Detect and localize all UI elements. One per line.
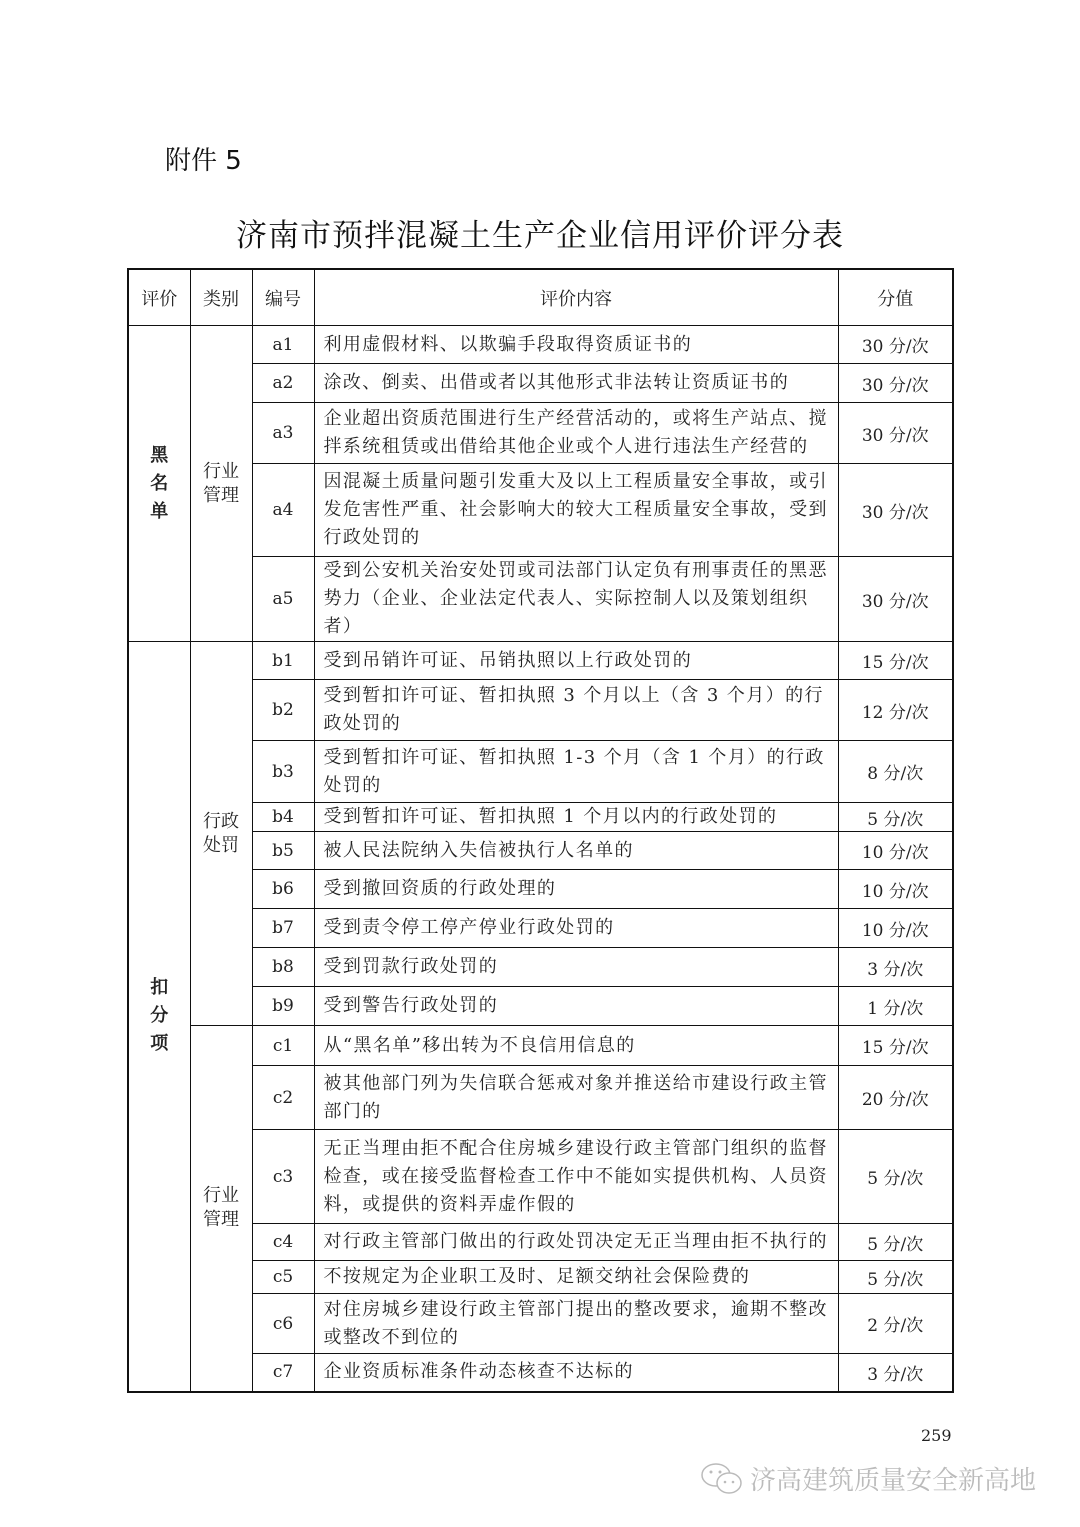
score-cell: 1 分/次 <box>838 987 953 1026</box>
header-category: 类别 <box>190 269 252 326</box>
table-row <box>128 1224 953 1261</box>
content-cell: 企业超出资质范围进行生产经营活动的，或将生产站点、搅拌系统租赁或出借给其他企业或个人进行违法生产经营的 <box>314 403 838 464</box>
content-cell: 从“黑名单”移出转为不良信用信息的 <box>314 1026 838 1066</box>
score-cell: 5 分/次 <box>838 1261 953 1294</box>
code-cell: c4 <box>252 1224 314 1261</box>
code-cell: a5 <box>252 557 314 642</box>
category-cell: 行业 管理 <box>190 1026 252 1392</box>
code-cell: b1 <box>252 642 314 680</box>
code-cell: a3 <box>252 403 314 464</box>
table-row <box>128 987 953 1026</box>
table-row <box>128 1294 953 1354</box>
table-row <box>128 1130 953 1224</box>
code-cell: b9 <box>252 987 314 1026</box>
score-cell: 30 分/次 <box>838 557 953 642</box>
content-cell: 企业资质标准条件动态核查不达标的 <box>314 1354 838 1392</box>
table-header-row <box>128 269 953 326</box>
score-cell: 5 分/次 <box>838 1224 953 1261</box>
content-cell: 无正当理由拒不配合住房城乡建设行政主管部门组织的监督检查，或在接受监督检查工作中不能如实提供机构、人员资料，或提供的资料弄虚作假的 <box>314 1130 838 1224</box>
header-eval: 评价 <box>128 269 190 326</box>
header-code: 编号 <box>252 269 314 326</box>
score-cell: 3 分/次 <box>838 1354 953 1392</box>
code-cell: b4 <box>252 803 314 832</box>
score-cell: 20 分/次 <box>838 1066 953 1130</box>
content-cell: 受到暂扣许可证、暂扣执照 1-3 个月（含 1 个月）的行政处罚的 <box>314 741 838 803</box>
table-row <box>128 741 953 803</box>
score-cell: 12 分/次 <box>838 680 953 741</box>
code-cell: c3 <box>252 1130 314 1224</box>
document-title: 济南市预拌混凝土生产企业信用评价评分表 <box>236 218 844 254</box>
watermark-text: 济高建筑质量安全新高地 <box>750 1466 1037 1496</box>
watermark <box>700 1460 1036 1497</box>
code-cell: c7 <box>252 1354 314 1392</box>
category-cell: 行业 管理 <box>190 326 252 642</box>
content-cell: 受到警告行政处罚的 <box>314 987 838 1026</box>
score-cell: 15 分/次 <box>838 642 953 680</box>
content-cell: 对行政主管部门做出的行政处罚决定无正当理由拒不执行的 <box>314 1224 838 1261</box>
table-row <box>128 403 953 464</box>
score-cell: 8 分/次 <box>838 741 953 803</box>
content-cell: 受到责令停工停产停业行政处罚的 <box>314 909 838 948</box>
content-cell: 受到暂扣许可证、暂扣执照 3 个月以上（含 3 个月）的行政处罚的 <box>314 680 838 741</box>
table-row <box>128 642 953 680</box>
score-cell: 2 分/次 <box>838 1294 953 1354</box>
code-cell: c6 <box>252 1294 314 1354</box>
code-cell: b7 <box>252 909 314 948</box>
content-cell: 不按规定为企业职工及时、足额交纳社会保险费的 <box>314 1261 838 1294</box>
table-row <box>128 1354 953 1392</box>
score-cell: 10 分/次 <box>838 870 953 909</box>
table-row <box>128 464 953 557</box>
score-cell: 3 分/次 <box>838 948 953 987</box>
score-cell: 5 分/次 <box>838 1130 953 1224</box>
table-row <box>128 557 953 642</box>
header-content: 评价内容 <box>314 269 838 326</box>
table-row <box>128 1261 953 1294</box>
header-score: 分值 <box>838 269 953 326</box>
content-cell: 被其他部门列为失信联合惩戒对象并推送给市建设行政主管部门的 <box>314 1066 838 1130</box>
score-table <box>127 268 954 1393</box>
code-cell: b6 <box>252 870 314 909</box>
content-cell: 涂改、倒卖、出借或者以其他形式非法转让资质证书的 <box>314 364 838 403</box>
content-cell: 被人民法院纳入失信被执行人名单的 <box>314 832 838 870</box>
content-cell: 利用虚假材料、以欺骗手段取得资质证书的 <box>314 326 838 364</box>
score-cell: 30 分/次 <box>838 326 953 364</box>
wechat-icon <box>700 1462 744 1496</box>
page-number: 259 <box>921 1426 952 1445</box>
table-row <box>128 364 953 403</box>
code-cell: b3 <box>252 741 314 803</box>
table-row <box>128 832 953 870</box>
code-cell: b5 <box>252 832 314 870</box>
score-cell: 30 分/次 <box>838 464 953 557</box>
table-row <box>128 680 953 741</box>
score-cell: 5 分/次 <box>838 803 953 832</box>
content-cell: 受到罚款行政处罚的 <box>314 948 838 987</box>
content-cell: 受到撤回资质的行政处理的 <box>314 870 838 909</box>
table-row <box>128 948 953 987</box>
eval-cell: 黑 名 单 <box>128 326 190 642</box>
score-cell: 30 分/次 <box>838 364 953 403</box>
content-cell: 受到暂扣许可证、暂扣执照 1 个月以内的行政处罚的 <box>314 803 838 832</box>
score-cell: 15 分/次 <box>838 1026 953 1066</box>
table-row <box>128 326 953 364</box>
content-cell: 受到公安机关治安处罚或司法部门认定负有刑事责任的黑恶势力（企业、企业法定代表人、实际控制人以及策划组织者） <box>314 557 838 642</box>
code-cell: a1 <box>252 326 314 364</box>
attachment-label: 附件 5 <box>165 146 242 176</box>
table-row <box>128 1026 953 1066</box>
category-cell: 行政 处罚 <box>190 642 252 1026</box>
code-cell: c1 <box>252 1026 314 1066</box>
score-cell: 10 分/次 <box>838 909 953 948</box>
code-cell: c5 <box>252 1261 314 1294</box>
code-cell: b2 <box>252 680 314 741</box>
content-cell: 对住房城乡建设行政主管部门提出的整改要求，逾期不整改或整改不到位的 <box>314 1294 838 1354</box>
score-cell: 30 分/次 <box>838 403 953 464</box>
table-row <box>128 909 953 948</box>
content-cell: 因混凝土质量问题引发重大及以上工程质量安全事故，或引发危害性严重、社会影响大的较大工程质量安全事故，受到行政处罚的 <box>314 464 838 557</box>
score-cell: 10 分/次 <box>838 832 953 870</box>
code-cell: c2 <box>252 1066 314 1130</box>
content-cell: 受到吊销许可证、吊销执照以上行政处罚的 <box>314 642 838 680</box>
code-cell: a2 <box>252 364 314 403</box>
table-row <box>128 1066 953 1130</box>
table-row <box>128 803 953 832</box>
table-row <box>128 870 953 909</box>
code-cell: a4 <box>252 464 314 557</box>
eval-cell: 扣 分 项 <box>128 642 190 1392</box>
code-cell: b8 <box>252 948 314 987</box>
